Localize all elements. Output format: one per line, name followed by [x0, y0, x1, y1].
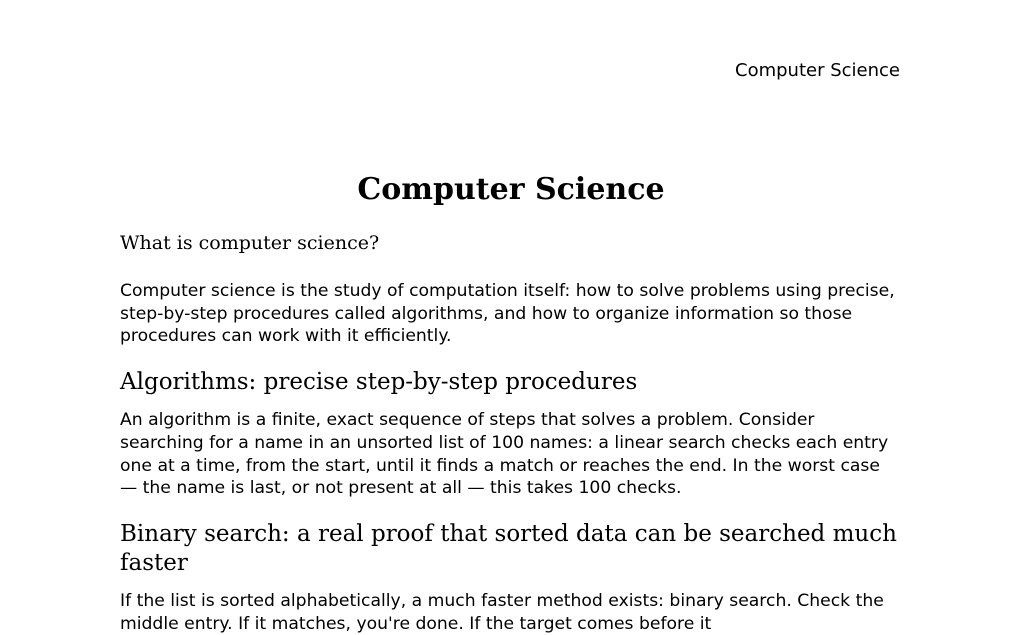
document-body	[120, 170, 902, 635]
intro-question: What is computer science?	[120, 232, 380, 254]
section-heading-algorithms: Algorithms: precise step-by-step procedures	[120, 369, 638, 396]
page-title: Computer Science	[357, 172, 665, 207]
section-heading-binary-search: Binary search: a real proof that sorted data can be searched much faster	[120, 520, 897, 576]
running-header: Computer Science	[735, 60, 900, 81]
section-paragraph-binary-search: If the list is sorted alphabetically, a much faster method exists: binary search. Check the middle entry. If it matches, you're done. If the target comes before it	[120, 590, 884, 634]
section-paragraph-algorithms: An algorithm is a finite, exact sequence of steps that solves a problem. Consider searching for a name in an unsorted list of 100 names: a linear search checks each entry one at a time, from the start, until it finds a match or reaches the end. In the worst case — the name is last, or not present at all — this takes 100 checks.	[120, 410, 889, 499]
intro-paragraph: Computer science is the study of computation itself: how to solve problems using precise, step-by-step procedures called algorithms, and how to organize information so those procedures can work with it efficiently.	[120, 281, 895, 347]
